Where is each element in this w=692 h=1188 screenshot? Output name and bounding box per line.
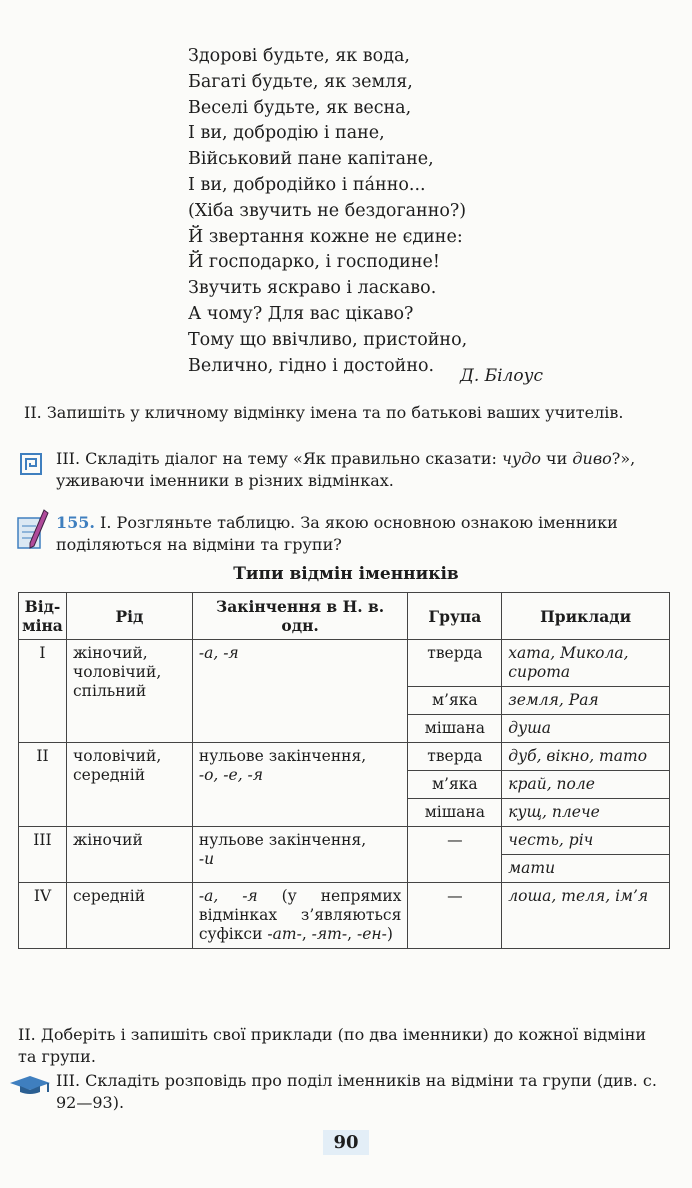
examples-cell: душа bbox=[502, 715, 670, 743]
table-row bbox=[19, 827, 670, 855]
table-row bbox=[19, 883, 670, 949]
poem-line: Й господарко, і господине! bbox=[188, 252, 440, 273]
ending-cell: нульове закінчення, -о, -е, -я bbox=[192, 743, 408, 827]
poem-line: Багаті будьте, як земля, bbox=[188, 71, 413, 92]
task-iii-dialog: ІІІ. Складіть діалог на тему «Як правильно сказати: чудо чи диво?», уживаючи іменники в різних відмінках. bbox=[56, 449, 636, 490]
poem-line: Велично, гідно і достойно. bbox=[188, 355, 435, 376]
group-cell: м’яка bbox=[408, 687, 502, 715]
poem-line: Веселі будьте, як весна, bbox=[188, 97, 412, 118]
task-ii-teachers: ІІ. Запишіть у кличному відмінку імена та по батькові ваших учителів. bbox=[24, 403, 624, 422]
gender-cell: чоловічий, середній bbox=[66, 743, 192, 827]
declension-cell: III bbox=[19, 827, 67, 883]
poem-line: А чому? Для вас цікаво? bbox=[188, 303, 414, 324]
examples-cell: лоша, теля, ім’я bbox=[502, 883, 670, 949]
dialog-icon bbox=[20, 452, 42, 476]
header-cell: Рід bbox=[66, 593, 192, 640]
poem-line: Звучить яскраво і ласкаво. bbox=[188, 278, 437, 299]
examples-cell: честь, річ bbox=[502, 827, 670, 855]
ending-cell: -а, -я bbox=[192, 640, 408, 743]
examples-cell: кущ, плече bbox=[502, 799, 670, 827]
header-cell: Від-міна bbox=[19, 593, 67, 640]
poem-author: Д. Білоус bbox=[460, 366, 543, 386]
poem-line: І ви, добродійко і па́нно... bbox=[188, 174, 426, 195]
task-iii-story: ІІІ. Складіть розповідь про поділ іменників на відміни та групи (див. с. 92—93). bbox=[56, 1071, 657, 1112]
exercise-155: 155. І. Розгляньте таблицю. За якою основною ознакою іменники поділяються на відміни та групи? bbox=[56, 513, 618, 554]
graduation-cap-icon bbox=[8, 1074, 52, 1096]
table-row bbox=[19, 640, 670, 687]
header-cell: Закінчення в Н. в. одн. bbox=[192, 593, 408, 640]
ending-cell: -а, -я (у непрямих відмінках з’являються суфікси -ат-, -ят-, -ен-) bbox=[192, 883, 408, 949]
group-cell: тверда bbox=[408, 743, 502, 771]
examples-cell: мати bbox=[502, 855, 670, 883]
poem-line: І ви, добродію і пане, bbox=[188, 123, 385, 144]
poem-line: Військовий пане капітане, bbox=[188, 149, 434, 170]
declension-cell: II bbox=[19, 743, 67, 827]
poem-line: Й звертання кожне не єдине: bbox=[188, 226, 463, 247]
exercise-number: 155. bbox=[56, 513, 95, 532]
group-cell: — bbox=[408, 827, 502, 883]
poem-line: Здорові будьте, як вода, bbox=[188, 46, 410, 66]
declension-table bbox=[18, 592, 670, 949]
examples-cell: дуб, вікно, тато bbox=[502, 743, 670, 771]
group-cell: тверда bbox=[408, 640, 502, 687]
ending-cell: нульове закінчення, -и bbox=[192, 827, 408, 883]
group-cell: м’яка bbox=[408, 771, 502, 799]
declension-cell: IV bbox=[19, 883, 67, 949]
group-cell: мішана bbox=[408, 715, 502, 743]
group-cell: мішана bbox=[408, 799, 502, 827]
poem-line: Тому що ввічливо, пристойно, bbox=[188, 329, 468, 350]
poem bbox=[188, 44, 568, 379]
page-number: 90 bbox=[0, 1132, 692, 1153]
table-header-row bbox=[19, 593, 670, 640]
header-cell: Приклади bbox=[502, 593, 670, 640]
declension-cell: I bbox=[19, 640, 67, 743]
gender-cell: середній bbox=[66, 883, 192, 949]
gender-cell: жіночий, чоловічий, спільний bbox=[66, 640, 192, 743]
table-title: Типи відмін іменників bbox=[233, 564, 459, 584]
table-row bbox=[19, 743, 670, 771]
gender-cell: жіночий bbox=[66, 827, 192, 883]
task-ii-examples: ІІ. Доберіть і запишіть свої приклади (по два іменники) до кожної відміни та групи. bbox=[18, 1025, 647, 1066]
poem-line: (Хіба звучить не бездоганно?) bbox=[188, 200, 467, 221]
header-cell: Група bbox=[408, 593, 502, 640]
examples-cell: край, поле bbox=[502, 771, 670, 799]
examples-cell: хата, Микола, сирота bbox=[502, 640, 670, 687]
group-cell: — bbox=[408, 883, 502, 949]
examples-cell: земля, Рая bbox=[502, 687, 670, 715]
pencil-notebook-icon bbox=[16, 508, 50, 554]
